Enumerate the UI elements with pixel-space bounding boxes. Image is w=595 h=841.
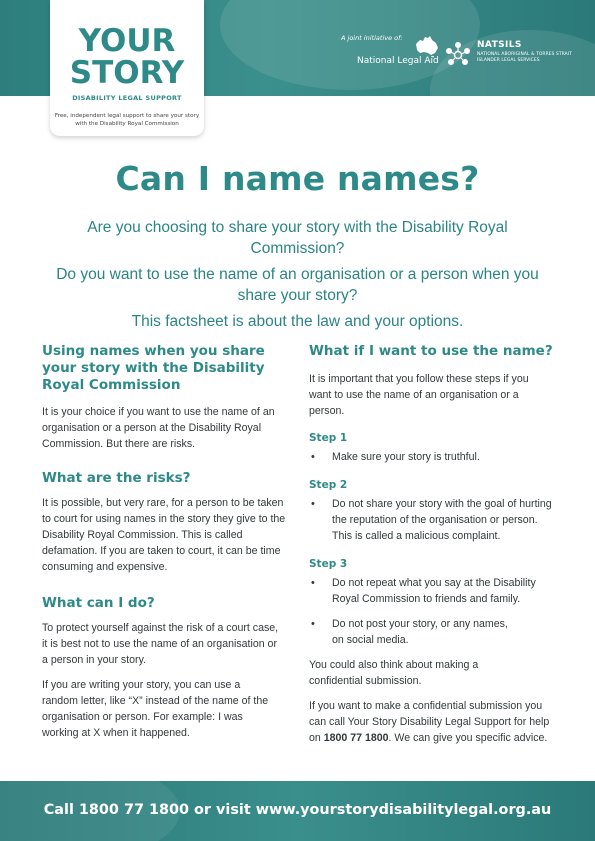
paragraph-confidential: You could also think about making a confidential submission. — [309, 659, 479, 687]
paragraph-risks: It is possible, but very rare, for a person to be taken to court for using names in the story they give to the Disability Royal Commission. This is called defamation. If you are taken to court, it can be time consuming and expensive. — [42, 497, 286, 573]
intro-question-2: Do you want to use the name of an organisation or a person when you share your story? — [56, 266, 539, 304]
footer-contact[interactable]: Call 1800 77 1800 or visit www.yourstorydisabilitylegal.org.au — [43, 802, 552, 818]
step-2-bullet: • Do not share your story with the goal of hurting the reputation of the organisation or person. This is called a malicious complaint. — [309, 496, 557, 544]
step-2-label: Step 2 — [309, 479, 348, 491]
paragraph-random-letter: If you are writing your story, you can use a random letter, like “X” instead of the name of the organisation or person. For example: I was working at X when it happened. — [42, 679, 269, 739]
logo-subtext: Free, independent legal support to share your story with the Disability Royal Commission — [54, 113, 200, 127]
natsils-title: NATSILS — [477, 40, 522, 50]
paragraph-protect: To protect yourself against the risk of a court case, it is best not to use the name of an organisation or a person in your story. — [42, 622, 279, 666]
intro-question-1: Are you choosing to share your story with the Disability Royal Commission? — [87, 219, 508, 257]
intro-statement: This factsheet is about the law and your options. — [131, 313, 464, 330]
left-column — [42, 343, 292, 741]
paragraph-choice: It is your choice if you want to use the name of an organisation or a person at the Disability Royal Commission. But there are risks. — [42, 406, 275, 450]
natsils-subtitle: NATIONAL ABORIGINAL & TORRES STRAIT ISLANDER LEGAL SERVICES — [477, 52, 572, 63]
your-story-logo — [50, 0, 204, 136]
heading-use-the-name: What if I want to use the name? — [309, 343, 553, 359]
heading-using-names: Using names when you share your story with the Disability Royal Commission — [42, 343, 265, 393]
australia-map-icon — [413, 34, 441, 58]
step-1-bullet: • Make sure your story is truthful. — [309, 449, 559, 465]
call-support-text-end: . We can give you specific advice. — [388, 732, 548, 744]
paragraph-call-support — [309, 698, 555, 746]
step-3-bullet-1: • Do not repeat what you say at the Disability Royal Commission to friends and family. — [309, 575, 549, 607]
page-title: Can I name names? — [115, 159, 480, 198]
footer-band — [0, 781, 595, 841]
paragraph-follow-steps: It is important that you follow these steps if you want to use the name of an organisation or a person. — [309, 373, 529, 417]
step-3-bullet-2: • Do not post your story, or any names, on social media. — [309, 616, 509, 648]
heading-what-can-i-do: What can I do? — [42, 595, 155, 611]
step-3-label: Step 3 — [309, 558, 348, 570]
logo-word-your: YOUR — [78, 23, 176, 59]
joint-initiative-label: A joint initiative of: — [341, 34, 403, 42]
national-legal-aid-label: National Legal Aid — [357, 56, 439, 66]
logo-word-story: STORY — [69, 55, 185, 91]
step-1-label: Step 1 — [309, 432, 348, 444]
heading-risks: What are the risks? — [42, 470, 191, 486]
call-support-text: If you want to make a confidential submission you can call Your Story Disability Legal Support for help on — [309, 700, 550, 744]
natsils-dots-icon — [443, 40, 473, 70]
support-phone-number[interactable]: 1800 77 1800 — [323, 732, 389, 744]
right-column — [309, 343, 559, 746]
logo-tagline: DISABILITY LEGAL SUPPORT — [72, 94, 182, 102]
